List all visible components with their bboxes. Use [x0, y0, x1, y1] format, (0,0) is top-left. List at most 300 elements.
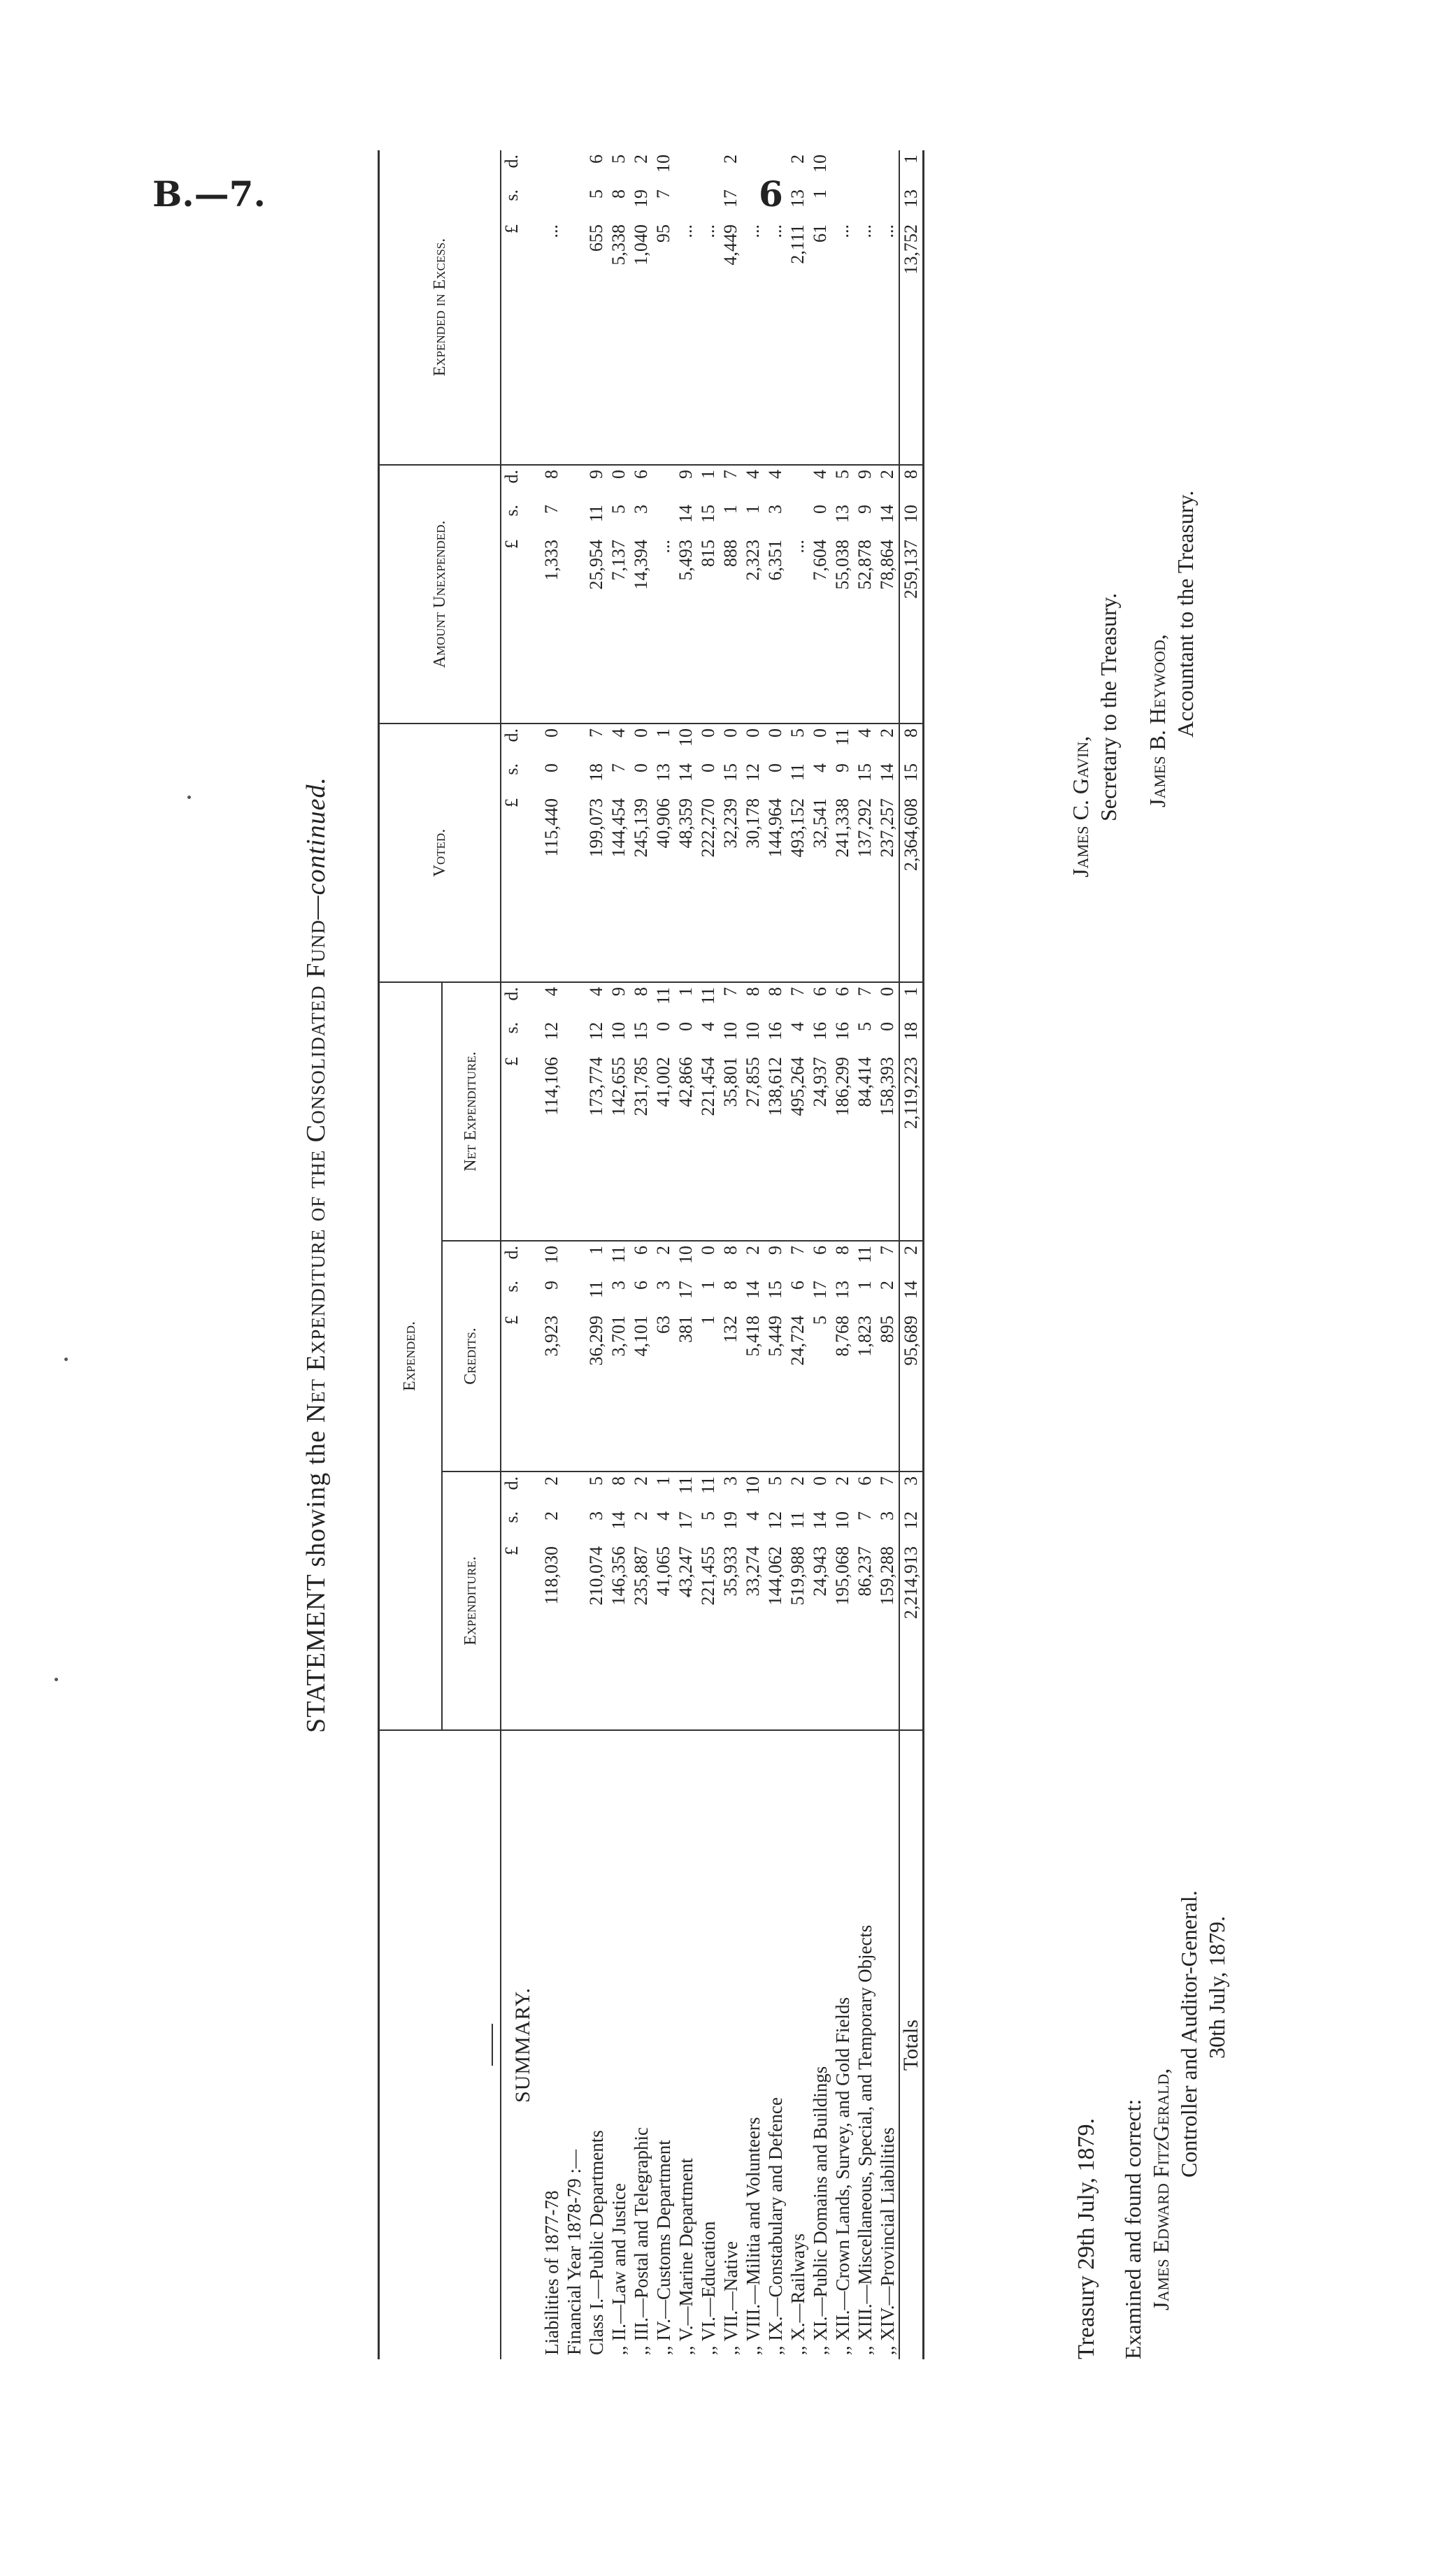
excess-cell: [787, 150, 809, 465]
cred-pence: 6: [810, 1246, 830, 1255]
unexp-pounds: 815: [698, 540, 718, 567]
unit-pence: d.: [501, 1476, 522, 1490]
cred-cell: [764, 1241, 787, 1472]
unexp-pounds: 7,604: [810, 540, 830, 581]
row-label: [630, 1730, 652, 2359]
excess-cell: [697, 150, 720, 465]
exp-shillings: 10: [832, 1511, 852, 1530]
voted-pounds: 144,964: [765, 798, 785, 858]
voted-pounds: 30,178: [743, 798, 763, 849]
excess-cell: [742, 150, 764, 465]
exp-shillings: 11: [787, 1511, 808, 1530]
cred-shillings: 6: [631, 1281, 651, 1290]
voted-cell: [608, 724, 630, 982]
row-label-text: ,, IV.—Customs Department: [653, 2140, 674, 2355]
voted-pounds: 245,139: [631, 798, 651, 858]
rotated-statement: [301, 150, 1364, 2359]
excess-pence: 2: [720, 154, 741, 164]
voted-cell: [742, 724, 764, 982]
totals-label: Totals: [899, 2020, 922, 2071]
exp-shillings: 12: [901, 1511, 921, 1530]
row-label-text: ,, III.—Postal and Telegraphic: [631, 2127, 652, 2355]
net-pounds: 186,299: [832, 1057, 852, 1116]
voted-shillings: 14: [675, 763, 696, 782]
voted-pence: 7: [586, 728, 606, 737]
exp-shillings: 14: [608, 1511, 629, 1530]
unexp-pounds: 888: [720, 540, 741, 567]
unexp-cell: [809, 465, 831, 724]
net-pence: 0: [877, 987, 897, 996]
net-pence: 1: [901, 987, 921, 996]
unexp-pounds: ...: [653, 540, 673, 554]
row-label-text: ,, VI.—Education: [698, 2221, 719, 2355]
voted-shillings: 4: [810, 763, 830, 772]
unexp-cell: [675, 465, 697, 724]
exp-pounds: 195,068: [832, 1546, 852, 1606]
excess-shillings: [675, 189, 697, 224]
exp-pounds: 35,933: [720, 1546, 741, 1597]
exp-pence: 2: [631, 1476, 651, 1485]
auditor-name: James Edward FitzGerald,: [1148, 2068, 1173, 2310]
excess-pence: 5: [608, 154, 629, 164]
unexp-cell: [764, 465, 787, 724]
voted-pence: 4: [855, 728, 875, 737]
excess-cell: [585, 150, 608, 465]
voted-shillings: 15: [855, 763, 875, 782]
cred-pence: 1: [586, 1246, 606, 1255]
row-label: [742, 1730, 764, 2359]
net-shillings: 10: [720, 1022, 741, 1040]
voted-pence: 1: [653, 728, 673, 737]
net-pence: 1: [675, 987, 696, 996]
cred-pence: 11: [855, 1246, 875, 1264]
unexp-pence: 0: [608, 470, 629, 479]
row-label-text: ,, XI.—Public Domains and Buildings: [810, 2066, 831, 2355]
net-cell: [876, 982, 899, 1241]
voted-cell: [541, 724, 563, 982]
unexp-pounds: ...: [787, 540, 808, 554]
voted-pence: 11: [832, 728, 852, 747]
excess-pounds: 5,338: [608, 224, 629, 266]
totals-row: [899, 150, 924, 2359]
voted-pounds: 241,338: [832, 798, 852, 858]
exp-cell: [876, 1472, 899, 1730]
table-row: [697, 150, 720, 2359]
expended-header: Expended.: [379, 982, 442, 1730]
exp-pence: 7: [877, 1476, 897, 1485]
exp-cell: [630, 1472, 652, 1730]
statement-body: [501, 150, 899, 2359]
exp-cell: [541, 1472, 563, 1730]
row-label: [608, 1730, 630, 2359]
exp-cell: [854, 1472, 876, 1730]
unit-shillings: s.: [501, 189, 522, 201]
units-row: [501, 724, 541, 982]
voted-pence: 8: [901, 728, 921, 737]
unexp-cell: [563, 465, 585, 724]
excess-pounds: 2,111: [787, 224, 808, 264]
units-row: [501, 1241, 541, 1472]
net-shillings: 18: [901, 1022, 921, 1040]
cred-pence: 2: [653, 1246, 673, 1255]
net-pence: 6: [810, 987, 830, 996]
units-row: [501, 982, 541, 1241]
net-shillings: 5: [855, 1022, 875, 1031]
cred-cell: [652, 1241, 675, 1472]
cred-pence: 2: [743, 1246, 763, 1255]
net-pence: 8: [743, 987, 763, 996]
unexp-pence: 4: [743, 470, 763, 479]
exp-shillings: 3: [586, 1511, 606, 1520]
unexp-shillings: 9: [855, 505, 875, 514]
net-shillings: 16: [832, 1022, 852, 1040]
row-label-text: ,, XIII.—Miscellaneous, Special, and Temporary Objects: [855, 1924, 875, 2355]
exp-pounds: 24,943: [810, 1546, 830, 1597]
cred-cell: [585, 1241, 608, 1472]
exp-pounds: 146,356: [608, 1546, 629, 1606]
exp-cell: [899, 1472, 924, 1730]
net-pence: 8: [765, 987, 785, 996]
unexp-shillings: 3: [631, 505, 651, 514]
exp-cell: [563, 1472, 585, 1730]
unexp-shillings: 11: [586, 505, 606, 523]
auditor-title: Controller and Auditor-General.: [1176, 1890, 1201, 2178]
cred-cell: [831, 1241, 854, 1472]
excess-cell: [608, 150, 630, 465]
exp-cell: [742, 1472, 764, 1730]
exp-shillings: 12: [765, 1511, 785, 1530]
net-pounds: 138,612: [765, 1057, 785, 1116]
unit-pounds: £: [501, 1057, 522, 1066]
excess-pounds: ...: [541, 224, 562, 238]
excess-cell: [652, 150, 675, 465]
unit-pence: d.: [501, 987, 522, 1001]
excess-pounds: 655: [586, 224, 606, 252]
unexp-cell: [697, 465, 720, 724]
exp-pounds: 43,247: [675, 1546, 696, 1597]
cred-pounds: 24,724: [787, 1316, 808, 1366]
exp-shillings: 4: [743, 1511, 763, 1520]
unexp-shillings: 5: [608, 505, 629, 514]
net-pounds: 24,937: [810, 1057, 830, 1107]
cred-pence: 7: [877, 1246, 897, 1255]
excess-pence: 10: [810, 154, 830, 173]
voted-pounds: 32,541: [810, 798, 830, 849]
unexpended-header: Amount Unexpended.: [379, 465, 501, 724]
net-pence: 6: [832, 987, 852, 996]
voted-cell: [675, 724, 697, 982]
net-cell: [742, 982, 764, 1241]
exp-shillings: 17: [675, 1511, 696, 1530]
table-row: [585, 150, 608, 2359]
excess-pence: 6: [586, 154, 606, 164]
cred-pence: 8: [832, 1246, 852, 1255]
units-row: [501, 1472, 541, 1730]
cred-pounds: 5,449: [765, 1316, 785, 1357]
excess-shillings: [831, 189, 854, 224]
voted-cell: [563, 724, 585, 982]
unexp-shillings: [787, 505, 809, 540]
document-code: B.—7.: [152, 173, 266, 215]
unexp-pence: [787, 470, 809, 505]
voted-pounds: 493,152: [787, 798, 808, 858]
unexp-pounds: 7,137: [608, 540, 629, 581]
unit-shillings: s.: [501, 1022, 522, 1034]
unexp-pence: 4: [765, 470, 785, 479]
unit-shillings: s.: [501, 1511, 522, 1523]
table-row: [608, 150, 630, 2359]
exp-shillings: 3: [877, 1511, 897, 1520]
exp-pounds: 41,065: [653, 1546, 673, 1597]
voted-cell: [585, 724, 608, 982]
excess-pence: 2: [787, 154, 808, 164]
voted-pence: 0: [698, 728, 718, 737]
table-row: [541, 150, 563, 2359]
voted-cell: [899, 724, 924, 982]
unexp-pence: 5: [832, 470, 852, 479]
excess-shillings: [854, 189, 876, 224]
unexp-pounds: 55,038: [832, 540, 852, 590]
unexp-pence: 8: [541, 470, 562, 479]
net-pounds: 158,393: [877, 1057, 897, 1116]
exp-cell: [764, 1472, 787, 1730]
net-pence: 7: [855, 987, 875, 996]
row-label: [876, 1730, 899, 2359]
net-pence: 4: [586, 987, 606, 996]
net-pounds: 35,801: [720, 1057, 741, 1107]
row-label-text: Financial Year 1878-79 :—: [564, 2150, 585, 2355]
cred-shillings: 17: [675, 1281, 696, 1299]
voted-shillings: 11: [787, 763, 808, 782]
net-pounds: 114,106: [541, 1057, 562, 1116]
cred-pounds: 3,923: [541, 1316, 562, 1357]
units-row: [501, 150, 541, 465]
net-cell: [541, 982, 563, 1241]
unexp-pence: 4: [810, 470, 830, 479]
speck: [64, 1358, 68, 1361]
unexp-pounds: 5,493: [675, 540, 696, 581]
examined-block: [1119, 1890, 1231, 2359]
exp-pence: 2: [787, 1476, 808, 1485]
unexp-shillings: 15: [698, 505, 718, 523]
exp-pence: 8: [608, 1476, 629, 1485]
excess-pence: [742, 154, 764, 189]
unexp-cell: [899, 465, 924, 724]
net-shillings: 12: [541, 1022, 562, 1040]
cred-shillings: 14: [743, 1281, 763, 1299]
exp-shillings: 2: [631, 1511, 651, 1520]
row-label-text: ,, IX.—Constabulary and Defence: [765, 2097, 786, 2355]
voted-cell: [697, 724, 720, 982]
exp-pence: 3: [720, 1476, 741, 1485]
excess-cell: [675, 150, 697, 465]
row-label-text: ,, II.—Law and Justice: [608, 2183, 629, 2355]
unit-pence: d.: [501, 1246, 522, 1260]
statement-title: [301, 150, 343, 2359]
exp-pence: 11: [698, 1476, 718, 1495]
net-pounds: 221,454: [698, 1057, 718, 1116]
unit-pence: d.: [501, 728, 522, 742]
speck: [55, 1678, 58, 1681]
cred-pence: 9: [765, 1246, 785, 1255]
table-row: [720, 150, 742, 2359]
net-pence: 11: [653, 987, 673, 1005]
exp-shillings: 5: [698, 1511, 718, 1520]
unit-pence: d.: [501, 470, 522, 484]
voted-pounds: 32,239: [720, 798, 741, 849]
row-label: [697, 1730, 720, 2359]
excess-shillings: 13: [787, 189, 808, 208]
cred-pence: 10: [675, 1246, 696, 1264]
excess-pounds: ...: [743, 224, 763, 238]
row-label: [585, 1730, 608, 2359]
cred-shillings: 1: [855, 1281, 875, 1290]
exp-pence: 5: [586, 1476, 606, 1485]
voted-shillings: 13: [653, 763, 673, 782]
cred-cell: [876, 1241, 899, 1472]
unexp-cell: [854, 465, 876, 724]
voted-cell: [764, 724, 787, 982]
cred-pounds: 1: [698, 1316, 718, 1325]
unexp-cell: [541, 465, 563, 724]
row-label: [787, 1730, 809, 2359]
summary-header: [379, 1730, 501, 2359]
cred-shillings: 13: [832, 1281, 852, 1299]
row-label-text: ,, XII.—Crown Lands, Survey, and Gold Fields: [832, 1997, 853, 2355]
cred-shillings: 8: [720, 1281, 741, 1290]
table-row: [876, 150, 899, 2359]
unexp-shillings: 13: [832, 505, 852, 523]
excess-pence: [764, 154, 787, 189]
voted-shillings: 0: [541, 763, 562, 772]
exp-pounds: 118,030: [541, 1546, 562, 1605]
excess-pence: [831, 154, 854, 189]
cred-cell: [675, 1241, 697, 1472]
secretary-title: Secretary to the Treasury.: [1096, 593, 1121, 821]
voted-pounds: 237,257: [877, 798, 897, 858]
net-cell: [787, 982, 809, 1241]
unexp-pounds: 78,864: [877, 540, 897, 590]
row-label-text: Liabilities of 1877-78: [541, 2190, 562, 2355]
cred-cell: [630, 1241, 652, 1472]
exp-pence: 2: [832, 1476, 852, 1485]
row-label-text: Class I.—Public Departments: [586, 2130, 607, 2355]
unit-shillings: s.: [501, 505, 522, 517]
exp-pounds: 2,214,913: [901, 1546, 921, 1619]
voted-pence: 0: [541, 728, 562, 737]
row-label: [854, 1730, 876, 2359]
voted-pounds: 2,364,608: [901, 798, 921, 871]
excess-pounds: ...: [877, 224, 897, 238]
examined-text: Examined and found correct:: [1120, 2099, 1145, 2359]
excess-shillings: [764, 189, 787, 224]
net-pence: 7: [787, 987, 808, 996]
cred-pounds: 5: [810, 1316, 830, 1325]
treasury-date: Treasury 29th July, 1879.: [1073, 2117, 1099, 2359]
net-cell: [809, 982, 831, 1241]
cred-pence: 0: [698, 1246, 718, 1255]
excess-pence: [876, 154, 899, 189]
excess-pence: 2: [631, 154, 651, 164]
cred-cell: [697, 1241, 720, 1472]
voted-shillings: 0: [765, 763, 785, 772]
voted-cell: [831, 724, 854, 982]
excess-shillings: 13: [901, 189, 921, 208]
cred-pence: 6: [631, 1246, 651, 1255]
unexp-pounds: 2,323: [743, 540, 763, 581]
exp-pounds: 519,988: [787, 1546, 808, 1606]
cred-pounds: 36,299: [586, 1316, 606, 1366]
voted-pounds: 115,440: [541, 798, 562, 857]
expenditure-header: Expenditure.: [442, 1472, 501, 1730]
accountant-title: Accountant to the Treasury.: [1173, 490, 1198, 737]
voted-cell: [787, 724, 809, 982]
excess-pence: 10: [653, 154, 673, 173]
voted-pence: 2: [877, 728, 897, 737]
cred-cell: [809, 1241, 831, 1472]
net-cell: [630, 982, 652, 1241]
row-label: [764, 1730, 787, 2359]
cred-pence: 7: [787, 1246, 808, 1255]
voted-shillings: 7: [608, 763, 629, 772]
exp-pounds: 144,062: [765, 1546, 785, 1606]
excess-cell: [876, 150, 899, 465]
unit-shillings: s.: [501, 763, 522, 775]
net-pounds: 495,264: [787, 1057, 808, 1116]
excess-pounds: 61: [810, 224, 830, 243]
row-label-text: ,, X.—Railways: [787, 2233, 808, 2355]
cred-shillings: 17: [810, 1281, 830, 1299]
cred-cell: [720, 1241, 742, 1472]
voted-cell: [630, 724, 652, 982]
excess-pence: [675, 154, 697, 189]
exp-shillings: 7: [855, 1511, 875, 1520]
table-row: [563, 150, 585, 2359]
net-pence: 9: [608, 987, 629, 996]
cred-cell: [899, 1241, 924, 1472]
exp-pence: 11: [675, 1476, 696, 1495]
signature-block: [1066, 491, 1199, 877]
excess-pounds: ...: [675, 224, 696, 238]
voted-pence: 0: [765, 728, 785, 737]
net-cell: [697, 982, 720, 1241]
voted-cell: [854, 724, 876, 982]
unexp-cell: [876, 465, 899, 724]
net-header: Net Expenditure.: [442, 982, 501, 1241]
net-cell: [831, 982, 854, 1241]
cred-cell: [563, 1241, 585, 1472]
row-label-text: ,, VII.—Native: [720, 2241, 741, 2355]
voted-pence: 0: [631, 728, 651, 737]
secretary-name: James C. Gavin,: [1068, 735, 1093, 877]
auditor-date: 30th July, 1879.: [1204, 1915, 1229, 2059]
net-shillings: 10: [743, 1022, 763, 1040]
net-shillings: 16: [765, 1022, 785, 1040]
excess-shillings: 8: [608, 189, 629, 199]
net-cell: [764, 982, 787, 1241]
row-label: [809, 1730, 831, 2359]
net-shillings: 16: [810, 1022, 830, 1040]
title-main: Net Expenditure of the Consolidated Fund: [301, 919, 331, 1423]
voted-shillings: 15: [901, 763, 921, 782]
excess-cell: [899, 150, 924, 465]
cred-pounds: 95,689: [901, 1316, 921, 1366]
statement-table: [378, 150, 924, 2359]
exp-cell: [652, 1472, 675, 1730]
excess-pence: [854, 154, 876, 189]
row-label: [831, 1730, 854, 2359]
voted-shillings: 0: [698, 763, 718, 772]
